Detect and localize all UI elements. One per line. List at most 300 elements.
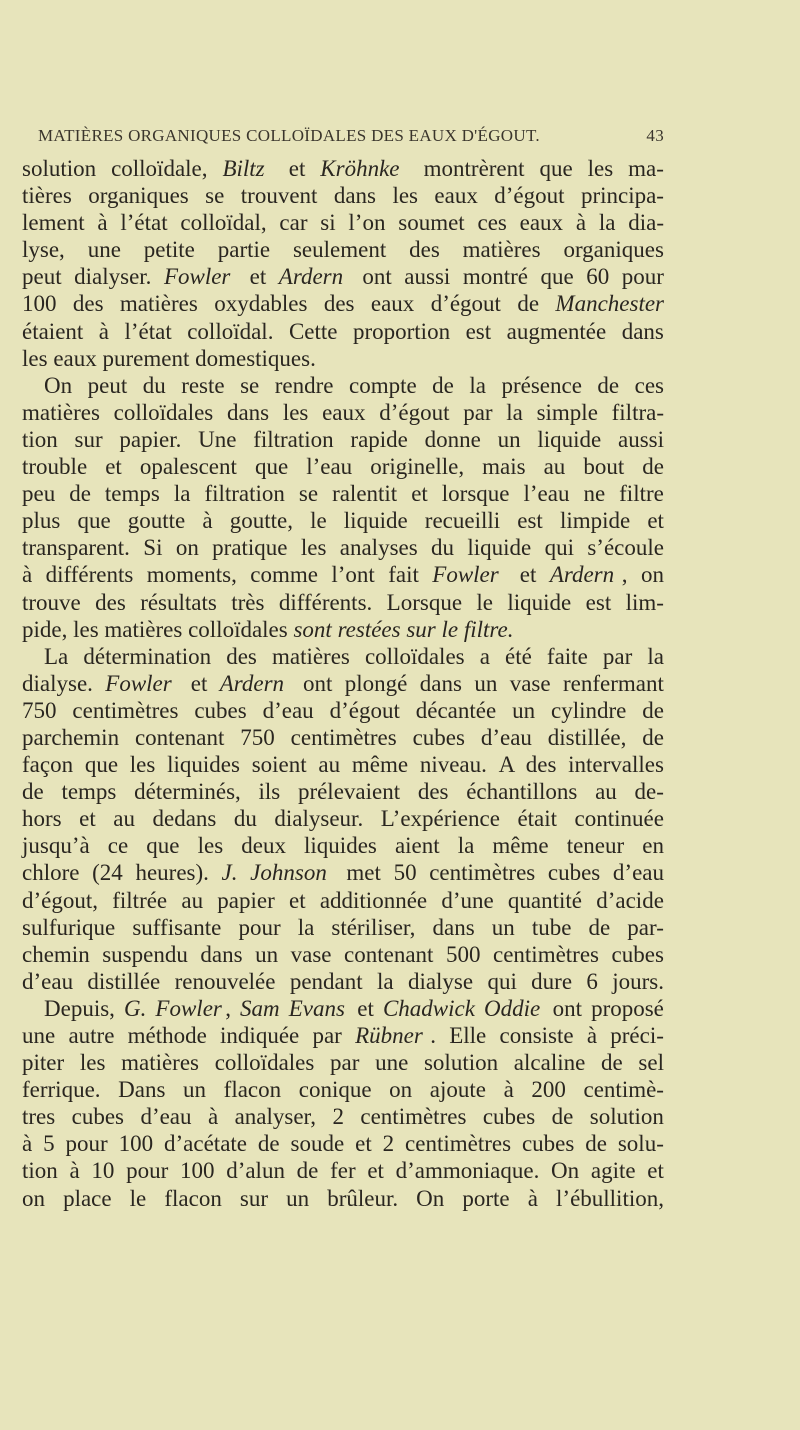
- text: [178, 670, 184, 697]
- text: dialyse.: [22, 670, 99, 696]
- text: rendre: [274, 372, 340, 398]
- text: 10: [91, 1158, 121, 1184]
- text: dans: [432, 914, 481, 940]
- text: se: [240, 372, 266, 398]
- text: la: [506, 399, 529, 425]
- text: un: [512, 697, 541, 723]
- text: recueilli: [424, 508, 506, 534]
- text: ces: [634, 372, 664, 398]
- text: partie: [217, 237, 276, 263]
- text: à: [97, 210, 114, 236]
- text: on: [640, 562, 664, 588]
- text: ont: [362, 264, 398, 290]
- text: lement: [22, 210, 91, 236]
- text: eaux: [519, 210, 569, 236]
- text: papier: [217, 887, 281, 913]
- text: du: [431, 535, 460, 561]
- text: deux: [241, 833, 292, 859]
- text: Dans: [118, 1077, 172, 1103]
- text: solution: [423, 1050, 504, 1076]
- text: cubes: [482, 1104, 541, 1130]
- text: centimè-: [583, 1077, 664, 1103]
- text-line: [22, 670, 664, 697]
- text: ces: [477, 210, 513, 236]
- text: faite: [546, 643, 594, 669]
- italic-text: Fowler: [432, 562, 499, 588]
- text: alcaline: [513, 1050, 592, 1076]
- text: échantillons: [466, 779, 584, 805]
- text: un: [497, 426, 527, 452]
- text: se: [298, 481, 324, 507]
- text: comme: [250, 562, 324, 588]
- text: le: [476, 589, 499, 615]
- text: [237, 263, 243, 290]
- text: un: [286, 1185, 315, 1211]
- text: dans: [226, 399, 275, 425]
- text: d’eau: [612, 860, 664, 886]
- text: qui: [487, 968, 523, 994]
- text: ,: [621, 562, 634, 588]
- text: d’eau: [262, 697, 320, 723]
- text-line: [22, 263, 664, 290]
- text: à: [69, 1158, 86, 1184]
- italic-text: Fowler: [105, 670, 172, 696]
- text: pratique: [212, 535, 294, 561]
- text: centimètres: [290, 724, 403, 750]
- text: 200: [531, 1077, 572, 1103]
- text: matières: [121, 1050, 205, 1076]
- text: colloïdales: [113, 399, 219, 425]
- text: la: [598, 210, 622, 236]
- text: [348, 995, 354, 1022]
- text: [274, 155, 280, 182]
- text: par: [602, 643, 638, 669]
- italic-text: Fowler: [163, 264, 231, 290]
- text: seulement: [292, 237, 392, 263]
- text: ne: [583, 481, 611, 507]
- text-line: [22, 697, 664, 724]
- text: dialyser.: [74, 264, 158, 290]
- text: déterminés,: [134, 779, 247, 805]
- text: par: [312, 1023, 348, 1048]
- text: On: [551, 1158, 585, 1184]
- text: très: [231, 589, 271, 615]
- text: centimètres: [405, 1131, 517, 1157]
- text: a: [479, 643, 496, 669]
- text: La: [44, 643, 75, 669]
- text: renfermant: [562, 670, 664, 696]
- text: 2: [382, 1131, 400, 1157]
- text: de: [642, 724, 664, 750]
- italic-text: Kröhnke: [320, 156, 400, 181]
- text: et: [357, 995, 380, 1021]
- text: et: [519, 562, 543, 588]
- text: centimètres: [429, 860, 541, 886]
- text: 60: [586, 264, 615, 290]
- text: tube: [531, 914, 578, 940]
- text: 500: [445, 941, 487, 967]
- text: plongé: [344, 670, 414, 696]
- text: on: [175, 535, 205, 561]
- text: centimètres: [72, 697, 185, 723]
- text-line: [22, 507, 664, 534]
- text-line: [22, 914, 664, 941]
- text: Une: [198, 426, 243, 452]
- text: intervalles: [568, 752, 664, 778]
- text: de: [22, 779, 50, 805]
- text: trouve: [22, 589, 87, 615]
- text: trouvent: [240, 183, 324, 209]
- italic-text: Chadwick: [382, 995, 481, 1021]
- text: en: [642, 833, 664, 859]
- text: été: [505, 643, 538, 669]
- text: vase: [509, 670, 557, 696]
- italic-text: sont: [293, 616, 338, 642]
- text: si: [320, 210, 342, 236]
- text: du: [233, 806, 263, 832]
- text: reste: [181, 372, 231, 398]
- text: colloïdales: [214, 1050, 321, 1076]
- text: temps: [104, 481, 166, 507]
- text-line: [22, 643, 664, 670]
- italic-text: Manchester: [555, 291, 664, 317]
- italic-text: Fowler: [155, 995, 222, 1021]
- text: mais: [482, 454, 532, 480]
- text: cylindre: [551, 697, 633, 723]
- text: cubes: [611, 941, 664, 967]
- text: donne: [424, 426, 487, 452]
- text: tres: [22, 1104, 61, 1130]
- italic-text: Johnson: [250, 860, 327, 886]
- text: d’acide: [596, 887, 664, 913]
- text: de: [642, 454, 664, 480]
- text: solution: [22, 156, 102, 181]
- text: à: [22, 562, 38, 588]
- text: pide,: [22, 616, 74, 642]
- text-line: [22, 426, 664, 453]
- text: colloïdales: [188, 616, 294, 642]
- text-line: [22, 995, 664, 1022]
- text: dedans: [152, 806, 223, 832]
- text: l’état: [120, 210, 174, 236]
- text: lorsque: [441, 481, 516, 507]
- text: brûleur.: [327, 1185, 404, 1211]
- text: tion: [22, 426, 64, 452]
- text: cubes: [71, 1104, 130, 1130]
- text: par-: [627, 914, 664, 940]
- text-line: [22, 372, 664, 399]
- text: d’eau: [480, 724, 538, 750]
- text: des: [226, 643, 263, 669]
- text: chemin: [22, 941, 96, 967]
- text: de: [517, 291, 545, 317]
- text: et: [355, 1131, 378, 1157]
- text: matières: [104, 616, 189, 642]
- text: détermination: [83, 643, 217, 669]
- text: tion: [22, 1158, 64, 1184]
- text: chlore: [22, 860, 86, 886]
- text: résultats: [140, 589, 223, 615]
- text: cubes: [412, 724, 471, 750]
- text: à: [202, 508, 219, 534]
- text: préci-: [610, 1023, 664, 1048]
- text: sulfurique: [22, 914, 122, 940]
- text: centimètres: [360, 1104, 473, 1130]
- text: le: [310, 508, 333, 534]
- text: et: [411, 481, 434, 507]
- text: matières: [462, 237, 547, 263]
- text: dans: [419, 670, 468, 696]
- text-line: [22, 941, 664, 968]
- text: liquides: [167, 752, 246, 778]
- text: [291, 670, 297, 697]
- italic-text: le: [441, 616, 464, 642]
- text: montré: [462, 264, 534, 290]
- text: montrèrent: [423, 156, 531, 181]
- text: de: [69, 481, 97, 507]
- text: ma-: [628, 156, 664, 181]
- text: 100: [22, 291, 63, 317]
- text: Si: [143, 535, 169, 561]
- text: et: [190, 670, 214, 696]
- text: flacon: [164, 1185, 228, 1211]
- text: ferrique.: [22, 1077, 107, 1103]
- text: les: [282, 399, 315, 425]
- text: matières: [271, 643, 356, 669]
- text: et: [79, 806, 102, 832]
- text: place: [63, 1185, 118, 1211]
- text: et: [288, 887, 312, 913]
- text: que: [146, 833, 186, 859]
- text: dans: [200, 941, 249, 967]
- text: quantité: [507, 887, 588, 913]
- text: un: [183, 1077, 212, 1103]
- text: les: [197, 833, 229, 859]
- text: plus: [22, 508, 67, 534]
- text: tières: [22, 183, 78, 209]
- text: heures).: [135, 860, 215, 886]
- text-line: [22, 859, 664, 886]
- text-line: [22, 1130, 664, 1157]
- text: aussi: [404, 264, 457, 290]
- text: eaux: [53, 345, 103, 371]
- text: des: [323, 291, 361, 317]
- text: à: [586, 1023, 603, 1048]
- text: que: [254, 454, 294, 480]
- text: suffisante: [132, 914, 228, 940]
- text: de: [597, 372, 625, 398]
- italic-text: Evans: [288, 995, 345, 1021]
- text: ,: [225, 995, 237, 1021]
- text: et: [105, 454, 128, 480]
- text: lyse,: [22, 237, 71, 263]
- text: les: [300, 535, 333, 561]
- text: soumet: [398, 210, 471, 236]
- text: cubes: [547, 860, 607, 886]
- text: additionnée: [319, 887, 433, 913]
- text: 750: [240, 724, 281, 750]
- text: d’ammoniaque.: [395, 1158, 546, 1184]
- text: domestiques.: [195, 345, 316, 371]
- text: une: [22, 1023, 61, 1048]
- text: de-: [634, 779, 664, 805]
- text: la: [469, 372, 492, 398]
- italic-text: sur: [406, 616, 442, 642]
- text: une: [87, 237, 127, 263]
- text: filtra-: [611, 399, 664, 425]
- text: fait: [388, 562, 425, 588]
- text: solution: [589, 1104, 664, 1130]
- text: organiques: [563, 237, 664, 263]
- text: d’égout: [329, 697, 406, 723]
- text: ce: [107, 833, 134, 859]
- text: différents.: [278, 589, 379, 615]
- text-line: [22, 968, 664, 995]
- text: la: [297, 914, 321, 940]
- text: consiste: [499, 1023, 580, 1048]
- text-line: [22, 182, 664, 209]
- text: temps: [61, 779, 123, 805]
- text: même: [492, 833, 555, 859]
- text: teneur: [566, 833, 630, 859]
- text: moments,: [146, 562, 243, 588]
- text: de: [551, 1104, 580, 1130]
- text: un: [255, 941, 284, 967]
- text: purement: [102, 345, 196, 371]
- text: filtration: [253, 426, 340, 452]
- text-line: [22, 1157, 664, 1184]
- text: dialyseur.: [274, 806, 369, 832]
- text: un: [474, 670, 504, 696]
- text: eaux: [370, 291, 421, 317]
- text: dia-: [628, 210, 664, 236]
- text: A: [498, 752, 520, 778]
- text: l’on: [348, 210, 392, 236]
- text: pour: [621, 264, 664, 290]
- text: centimètres: [493, 941, 605, 967]
- text: même: [351, 752, 414, 778]
- text: peu: [22, 481, 61, 507]
- text: opalescent: [139, 454, 243, 480]
- text: compte: [348, 372, 423, 398]
- text-line: [22, 887, 664, 914]
- text: eaux: [434, 183, 484, 209]
- text: de: [601, 1050, 629, 1076]
- text: 750: [22, 697, 63, 723]
- text: principa-: [580, 183, 664, 209]
- text: agite: [590, 1158, 642, 1184]
- text: car: [279, 210, 314, 236]
- text: les: [73, 616, 105, 642]
- text: l’eau: [523, 481, 576, 507]
- text: niveau.: [419, 752, 493, 778]
- text: et: [367, 1158, 390, 1184]
- text-line: [22, 318, 664, 345]
- text: du: [142, 372, 172, 398]
- text-line: [22, 778, 664, 805]
- text: rapide: [350, 426, 414, 452]
- text: On: [44, 372, 78, 398]
- text: 6: [586, 968, 604, 994]
- text: l’eau: [306, 454, 358, 480]
- text-line: [22, 290, 664, 317]
- text-line: [22, 832, 664, 859]
- text: d’eau: [22, 968, 79, 994]
- text: et: [647, 1158, 664, 1184]
- text: liquide: [507, 589, 578, 615]
- italic-text: filtre.: [463, 616, 514, 642]
- text: la: [647, 643, 664, 669]
- text: le: [129, 1185, 153, 1211]
- text: une: [375, 1050, 415, 1076]
- text: flacon: [223, 1077, 287, 1103]
- text: d’égout: [494, 183, 571, 209]
- text: augmentée: [506, 318, 612, 344]
- text: qui: [544, 535, 580, 561]
- text: continuée: [574, 806, 664, 832]
- text: colloïdale,: [111, 156, 214, 181]
- text: de: [296, 1158, 325, 1184]
- text: on: [22, 1185, 51, 1211]
- text: trouble: [22, 454, 93, 480]
- text-line: [22, 534, 664, 561]
- text: les: [22, 345, 54, 371]
- text: filtrée: [112, 887, 173, 913]
- text: dans: [621, 318, 664, 344]
- text: goutte: [127, 508, 192, 534]
- text: porte: [462, 1185, 516, 1211]
- text: [544, 995, 550, 1022]
- text: la: [173, 481, 197, 507]
- text: liquide: [467, 535, 538, 561]
- text: conique: [298, 1077, 378, 1103]
- text: peut: [22, 264, 68, 290]
- italic-text: restées: [337, 616, 407, 642]
- italic-text: Sam: [240, 995, 286, 1021]
- text: jours.: [612, 968, 664, 994]
- text: pour: [65, 1131, 114, 1157]
- text: la: [376, 968, 400, 994]
- text: analyser,: [234, 1104, 322, 1130]
- text: distillée,: [547, 724, 633, 750]
- text: 100: [179, 1158, 221, 1184]
- italic-text: J.: [221, 860, 244, 886]
- body-text: [22, 155, 664, 1212]
- text: renouvelée: [174, 968, 282, 994]
- text: ont: [303, 670, 339, 696]
- text: les: [392, 183, 424, 209]
- text: pour: [238, 914, 287, 940]
- italic-text: G.: [123, 995, 153, 1021]
- text-line: [22, 561, 664, 588]
- text: soude: [290, 1131, 350, 1157]
- text: dans: [333, 183, 382, 209]
- text: un: [491, 914, 521, 940]
- text: Depuis,: [44, 995, 121, 1021]
- text: d’égout,: [22, 887, 104, 913]
- text: soient: [251, 752, 313, 778]
- text: est: [465, 318, 497, 344]
- text: au: [181, 887, 209, 913]
- text: filtre: [619, 481, 664, 507]
- text: colloïdal,: [180, 210, 273, 236]
- text: proportion: [352, 318, 456, 344]
- text: à: [503, 1077, 520, 1103]
- text: liquide: [537, 426, 607, 452]
- text: met: [346, 860, 387, 886]
- text: de: [432, 372, 460, 398]
- text: papier.: [119, 426, 188, 452]
